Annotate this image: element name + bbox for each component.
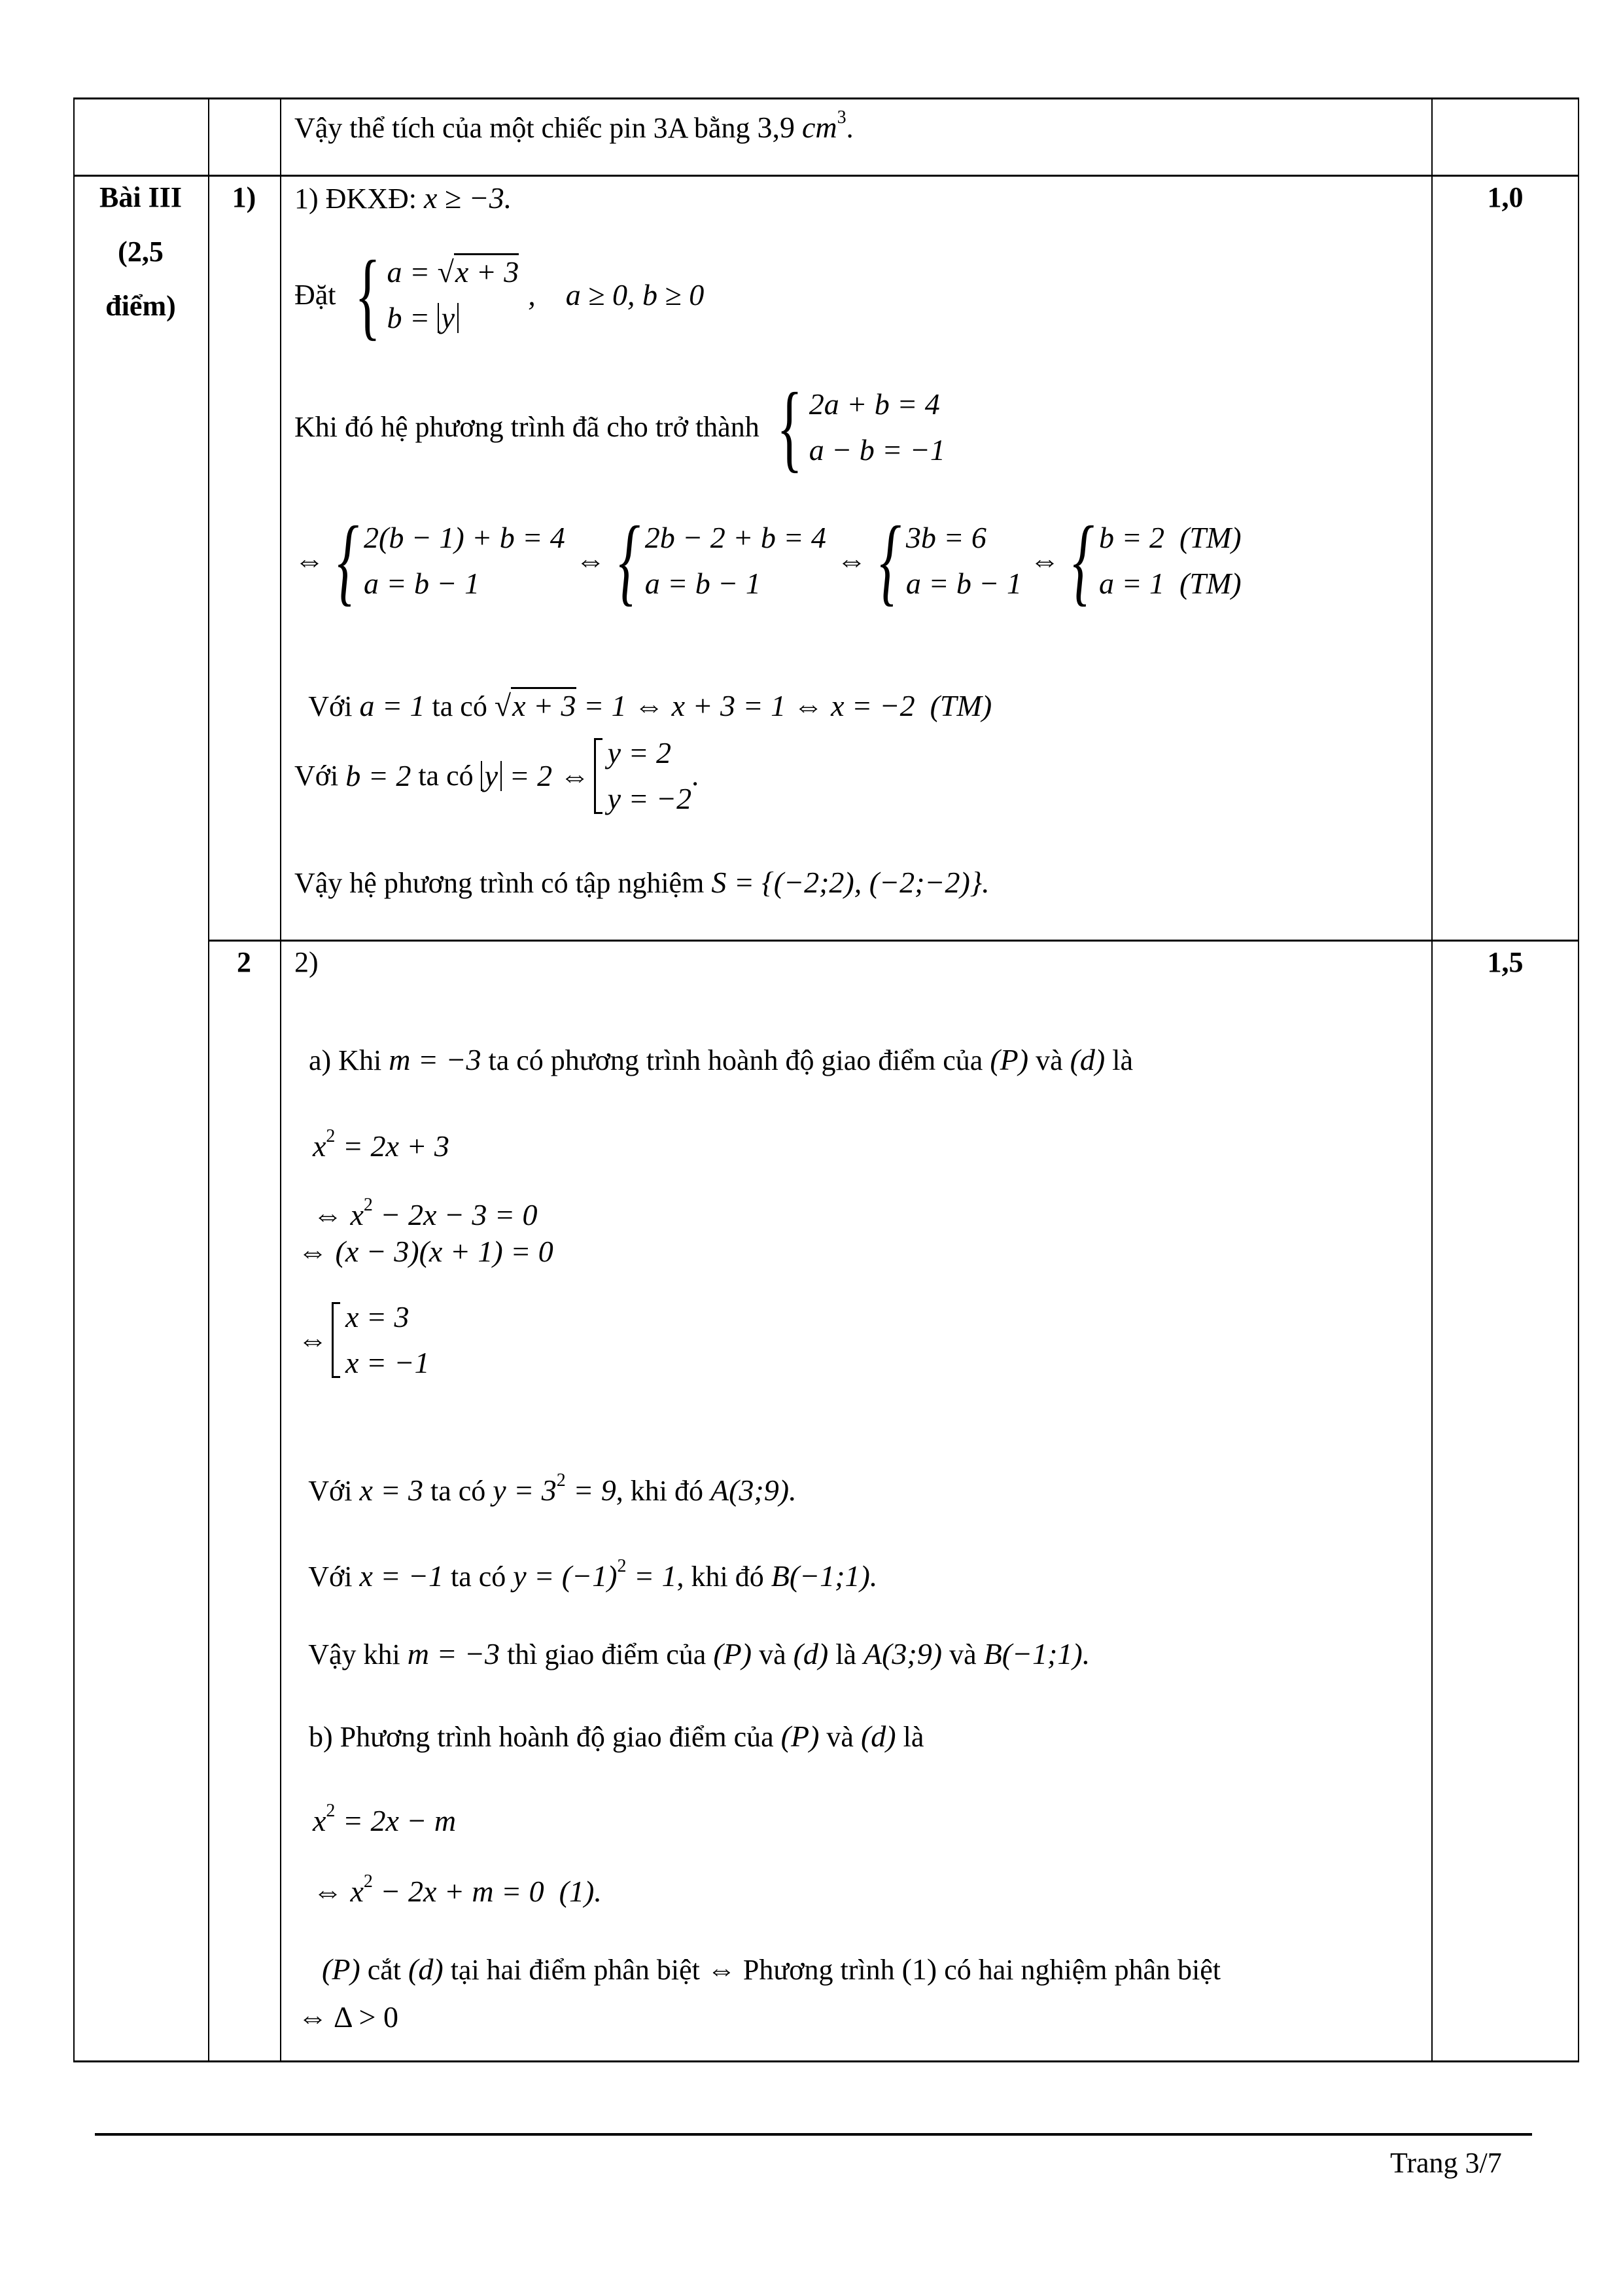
case-row: x = 3: [345, 1300, 410, 1333]
math: = 2 ⇔: [502, 759, 590, 792]
math: ⇔ x: [313, 1875, 364, 1908]
point-b-line: [294, 1528, 877, 1591]
math: = 9: [565, 1474, 616, 1507]
text: ta có phương trình hoành độ giao điểm của: [481, 1044, 990, 1076]
abs-value: y: [438, 303, 459, 333]
math-exponent: 2: [617, 1556, 627, 1576]
solve-b-line: [294, 738, 699, 814]
system-row: b = 2 (TM): [1098, 521, 1242, 554]
bracket-icon: [594, 738, 602, 814]
system-rows: [364, 523, 565, 599]
math: (d): [1070, 1043, 1106, 1076]
cases-bracket: [594, 738, 692, 814]
text: Đặt: [294, 279, 336, 311]
intersection-condition: [307, 1926, 1221, 1985]
delta-condition: ⇔ Δ > 0: [298, 2000, 398, 2034]
substitution-line: [294, 241, 705, 349]
transformed-system-line: [294, 373, 945, 482]
solution-set-line: [294, 868, 990, 898]
math-unit: cm: [801, 111, 837, 144]
math: x = 3: [359, 1474, 423, 1507]
page-number: Trang 3/7: [1390, 2147, 1502, 2179]
math: a =: [387, 255, 438, 289]
math: = 1: [626, 1559, 677, 1593]
part-heading: 2): [294, 946, 319, 978]
table-right-border: [1578, 97, 1579, 2062]
cases-bracket: [332, 1302, 430, 1378]
problem-title: Bài III: [99, 181, 182, 213]
equiv-icon: ⇔: [294, 544, 324, 577]
text: Với: [308, 1475, 360, 1507]
math: (P): [780, 1720, 820, 1753]
text: Khi đó hệ phương trình đã cho trở thành: [294, 411, 759, 443]
case-row: x = −1: [345, 1346, 430, 1379]
volume-conclusion: [294, 109, 854, 143]
text: a) Khi: [309, 1044, 389, 1076]
text: là: [896, 1721, 924, 1753]
table-bottom-border: [73, 2060, 1579, 2062]
brace-icon: {: [354, 241, 381, 349]
text: , khi đó: [616, 1475, 711, 1507]
text: , khi đó: [676, 1561, 771, 1593]
equiv-icon: ⇔: [836, 544, 867, 577]
math: (P): [322, 1952, 360, 1986]
system-rows: [387, 257, 519, 333]
text: .: [846, 112, 854, 144]
text: ta có: [425, 690, 495, 722]
equation-system: [328, 506, 565, 615]
brace-icon: {: [1072, 506, 1094, 615]
table-col-divider: [208, 97, 209, 2062]
math-exponent: 2: [556, 1470, 566, 1491]
text: là: [1105, 1044, 1134, 1076]
brace-icon: {: [776, 373, 803, 482]
equation-line: ⇔ (x − 3)(x + 1) = 0: [298, 1235, 553, 1268]
equivalence-chain: [294, 506, 1242, 615]
text: và: [1028, 1044, 1070, 1076]
text: có hai nghiệm phân biệt: [937, 1954, 1221, 1986]
math: b =: [387, 301, 438, 334]
system-rows: [809, 389, 945, 465]
system-row: a = b − 1: [905, 567, 1022, 600]
math: − 2x − 3 = 0: [372, 1198, 538, 1231]
equation-system: [610, 506, 826, 615]
math: = 2x − m: [335, 1804, 457, 1837]
system-row: 2(b − 1) + b = 4: [364, 521, 565, 554]
part-b-intro: [294, 1693, 924, 1752]
math-exponent: 3: [837, 107, 846, 128]
text: Với: [308, 690, 360, 722]
math: m = −3: [389, 1043, 481, 1076]
equation-line: [298, 1772, 456, 1836]
system-row: a = b − 1: [364, 567, 480, 600]
math-exponent: 2: [363, 1871, 373, 1892]
part-a-conclusion: [294, 1610, 1090, 1669]
equation-cases-line: [298, 1302, 430, 1378]
point-a-line: [294, 1443, 797, 1506]
math: B(−1;1).: [771, 1559, 878, 1593]
part-score: 1,5: [1487, 946, 1524, 978]
math: x = −1: [359, 1559, 444, 1593]
text: Vậy khi: [308, 1638, 408, 1670]
sqrt-radicand: x + 3: [454, 253, 519, 289]
math-value: 3,9: [757, 111, 795, 144]
math: A(3;9): [864, 1637, 943, 1670]
table-row-divider: [73, 175, 1579, 177]
part-label: 1): [232, 181, 256, 213]
footer-rule: [95, 2133, 1532, 2136]
text: và: [752, 1638, 794, 1670]
math: (P): [990, 1043, 1029, 1076]
math: , a ≥ 0, b ≥ 0: [528, 278, 705, 311]
math: A(3;9).: [710, 1474, 797, 1507]
text: .: [691, 760, 699, 792]
equiv-icon: ⇔: [1029, 544, 1060, 577]
text: ta có: [411, 760, 481, 792]
text: Vậy hệ phương trình có tập nghiệm: [294, 867, 712, 899]
table-col-divider: [280, 97, 281, 2062]
math: a = 1: [359, 689, 425, 722]
equation-line: [298, 1843, 602, 1907]
math: x: [313, 1804, 326, 1837]
text: và: [942, 1638, 984, 1670]
table-col-divider: [1431, 97, 1433, 2062]
part-a-intro: [294, 1016, 1133, 1075]
bracket-icon: [332, 1302, 340, 1378]
sqrt-radicand: x + 3: [511, 687, 576, 722]
text: ta có: [423, 1475, 493, 1507]
brace-icon: {: [337, 506, 359, 615]
text: cắt: [360, 1954, 409, 1986]
math: ⇔ x: [313, 1198, 364, 1231]
case-row: y = 2: [607, 736, 672, 769]
system-row: a = b − 1: [644, 567, 761, 600]
table-left-border: [73, 97, 75, 2062]
equation-system: [871, 506, 1022, 615]
equation-system: [344, 241, 519, 349]
math: (1): [901, 1952, 937, 1986]
case-rows: [608, 738, 692, 814]
text: Vậy thể tích của một chiếc pin 3A bằng: [294, 112, 758, 144]
table-row-divider: [208, 940, 1579, 942]
problem-points: (2,5: [118, 236, 164, 268]
text: b) Phương trình hoành độ giao điểm của: [309, 1721, 781, 1753]
system-row: 2a + b = 4: [809, 387, 940, 421]
system-row: [387, 303, 519, 333]
equation-line: [298, 1166, 537, 1230]
abs-value: y: [481, 761, 502, 791]
system-row: a = 1 (TM): [1098, 567, 1242, 600]
brace-icon: {: [879, 506, 901, 615]
text: tại hai điểm phân biệt ⇔ Phương trình: [443, 1954, 902, 1986]
math: (d): [793, 1637, 829, 1670]
math: x: [313, 1129, 326, 1163]
text: ta có: [444, 1561, 514, 1593]
math: x ≥ −3.: [423, 181, 512, 215]
case-row: y = −2: [607, 782, 692, 815]
equation-line: [298, 1097, 449, 1161]
part-score: 1,0: [1487, 181, 1524, 213]
system-row: 3b = 6: [905, 521, 986, 554]
math: S = {(−2;2), (−2;−2)}.: [711, 866, 990, 899]
text: thì giao điểm của: [500, 1638, 714, 1670]
system-row: a − b = −1: [809, 433, 945, 467]
equiv-icon: ⇔: [575, 544, 606, 577]
system-rows: [1099, 523, 1242, 599]
math: m = −3: [407, 1637, 500, 1670]
system-rows: [906, 523, 1022, 599]
system-row: a = √x + 3: [387, 257, 519, 287]
math: − 2x + m = 0 (1).: [372, 1875, 602, 1908]
math: (d): [860, 1720, 896, 1753]
text: là: [828, 1638, 864, 1670]
math: b = 2: [345, 759, 411, 792]
math: y = 3: [493, 1474, 557, 1507]
system-row: 2b − 2 + b = 4: [644, 521, 826, 554]
table-top-border: [73, 97, 1579, 99]
math-exponent: 2: [326, 1801, 336, 1821]
text: 1) ĐKXĐ:: [294, 183, 424, 215]
math-exponent: 2: [326, 1126, 336, 1146]
brace-icon: {: [618, 506, 640, 615]
condition-line: [294, 183, 512, 213]
problem-points-unit: điểm): [105, 290, 176, 322]
system-rows: [645, 523, 826, 599]
solve-a-line: Với a = 1 ta có √x + 3 = 1 ⇔ x + 3 = 1 ⇔ x = −2 (TM): [294, 662, 992, 721]
equiv-icon: ⇔: [298, 1323, 328, 1356]
math-exponent: 2: [363, 1195, 373, 1215]
math: = 1 ⇔ x + 3 = 1 ⇔ x = −2 (TM): [576, 689, 992, 722]
text: Với: [294, 760, 346, 792]
math: (d): [408, 1952, 444, 1986]
math: B(−1;1).: [983, 1637, 1091, 1670]
part-label: 2: [237, 946, 251, 978]
case-rows: [345, 1302, 430, 1378]
equation-system: [1064, 506, 1242, 615]
math: y = (−1): [513, 1559, 618, 1593]
equation-system: [766, 373, 945, 482]
text: Với: [308, 1561, 360, 1593]
math: = 2x + 3: [335, 1129, 449, 1163]
math: (P): [713, 1637, 752, 1670]
text: và: [819, 1721, 861, 1753]
